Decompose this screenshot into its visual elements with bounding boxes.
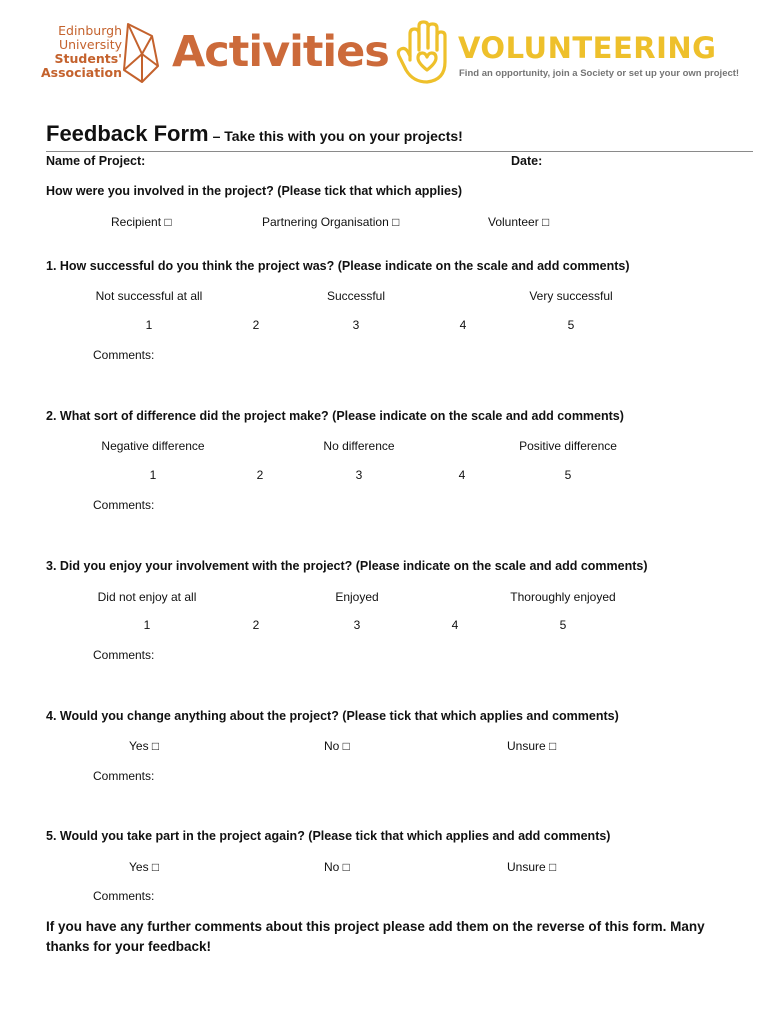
q3-scale-2[interactable]: 2 <box>252 618 260 632</box>
volunteering-tagline: Find an opportunity, join a Society or set up your own project! <box>459 68 740 79</box>
eusa-line-2: University <box>58 37 122 52</box>
q1-scale-1[interactable]: 1 <box>145 318 153 332</box>
q2-anchor-high: Positive difference <box>519 439 617 453</box>
eusa-line-3: Students' <box>54 51 122 66</box>
form-title <box>46 120 463 150</box>
q1-scale-2[interactable]: 2 <box>252 318 260 332</box>
q2-scale-1[interactable]: 1 <box>149 468 157 482</box>
q5-option-unsure[interactable]: Unsure □ <box>507 860 557 874</box>
q2-anchor-low: Negative difference <box>101 439 205 453</box>
q3-scale-5[interactable]: 5 <box>559 618 567 632</box>
q1-question: 1. How successful do you think the project was? (Please indicate on the scale and add comments) <box>46 259 630 273</box>
q3-scale-3[interactable]: 3 <box>353 618 361 632</box>
q1-scale-4[interactable]: 4 <box>459 318 467 332</box>
q4-question: 4. Would you change anything about the project? (Please tick that which applies and comments) <box>46 709 619 723</box>
q2-comments-label: Comments: <box>93 498 155 512</box>
q4-option-no[interactable]: No □ <box>324 739 350 753</box>
title-divider <box>46 151 753 152</box>
q2-scale-4[interactable]: 4 <box>458 468 466 482</box>
q2-question: 2. What sort of difference did the project make? (Please indicate on the scale and add comments) <box>46 409 624 423</box>
eusa-line-4: Association <box>40 65 122 80</box>
involvement-option-volunteer[interactable]: Volunteer □ <box>488 215 550 229</box>
q3-comments-label: Comments: <box>93 648 155 662</box>
activities-wordmark: Activities <box>172 27 389 77</box>
form-title-main: Feedback Form <box>46 121 209 146</box>
q5-comments-label: Comments: <box>93 889 155 903</box>
eusa-crystal-icon <box>122 20 160 86</box>
q2-scale-5[interactable]: 5 <box>564 468 572 482</box>
q2-anchor-mid: No difference <box>323 439 395 453</box>
q2-scale-2[interactable]: 2 <box>256 468 264 482</box>
q1-anchor-mid: Successful <box>326 289 386 303</box>
q5-option-yes[interactable]: Yes □ <box>129 860 160 874</box>
q1-scale-3[interactable]: 3 <box>352 318 360 332</box>
project-name-label: Name of Project: <box>46 154 146 168</box>
q3-scale-1[interactable]: 1 <box>143 618 151 632</box>
q1-scale-5[interactable]: 5 <box>567 318 575 332</box>
q5-question: 5. Would you take part in the project again? (Please tick that which applies and add comments) <box>46 829 611 843</box>
q3-question: 3. Did you enjoy your involvement with the project? (Please indicate on the scale and add comments) <box>46 559 648 573</box>
eusa-line-1: Edinburgh <box>58 23 122 38</box>
involvement-question: How were you involved in the project? (Please tick that which applies) <box>46 184 463 198</box>
q3-anchor-low: Did not enjoy at all <box>97 590 197 604</box>
q4-option-yes[interactable]: Yes □ <box>129 739 160 753</box>
q3-scale-4[interactable]: 4 <box>451 618 459 632</box>
volunteering-hand-heart-icon <box>396 20 454 86</box>
volunteering-wordmark: VOLUNTEERING <box>458 31 717 65</box>
closing-note: If you have any further comments about this project please add them on the reverse of this form. Many thanks for your feedback! <box>46 919 705 954</box>
q4-option-unsure[interactable]: Unsure □ <box>507 739 557 753</box>
q3-anchor-mid: Enjoyed <box>335 590 379 604</box>
date-label: Date: <box>511 154 543 168</box>
involvement-option-recipient[interactable]: Recipient □ <box>111 215 172 229</box>
q2-scale-3[interactable]: 3 <box>355 468 363 482</box>
involvement-option-partnering-organisation[interactable]: Partnering Organisation □ <box>262 215 400 229</box>
form-subtitle: – Take this with you on your projects! <box>212 128 463 144</box>
q1-anchor-low: Not successful at all <box>95 289 203 303</box>
q4-comments-label: Comments: <box>93 769 155 783</box>
q3-anchor-high: Thoroughly enjoyed <box>510 590 616 604</box>
q5-option-no[interactable]: No □ <box>324 860 350 874</box>
q1-comments-label: Comments: <box>93 348 155 362</box>
eusa-logo-text <box>40 24 122 80</box>
q1-anchor-high: Very successful <box>529 289 613 303</box>
